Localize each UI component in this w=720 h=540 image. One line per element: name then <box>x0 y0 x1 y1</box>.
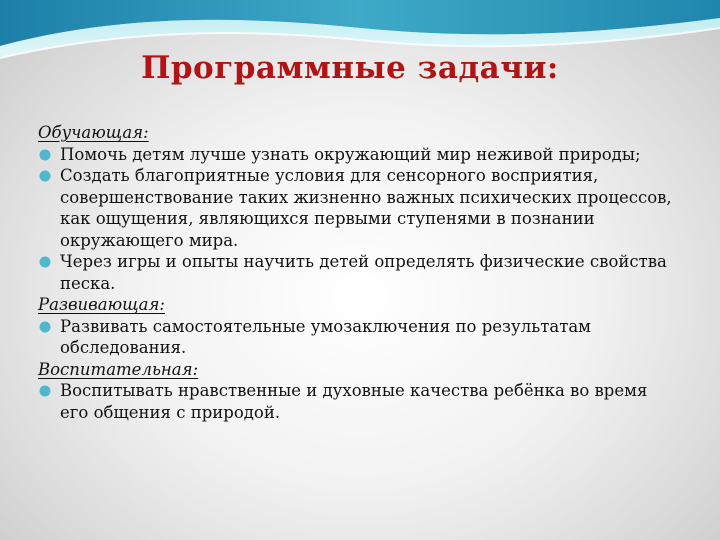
section-list-developing <box>38 316 678 359</box>
circle-bullet-icon <box>39 385 51 397</box>
list-item-text: Создать благоприятные условия для сенсорного восприятия, совершенствование таких жизненно важных психических процессов, как ощущения, являющихся первыми ступенями в познании окружающего мира. <box>60 166 672 250</box>
list-item <box>38 380 678 423</box>
slide-body <box>38 122 678 423</box>
list-item-text: Помочь детям лучше узнать окружающий мир неживой природы; <box>60 144 641 164</box>
list-item <box>38 165 678 251</box>
list-item-text: Через игры и опыты научить детей определять физические свойства песка. <box>60 252 667 293</box>
list-item-text: Развивать самостоятельные умозаключения по результатам обследования. <box>60 316 591 357</box>
section-list-educational <box>38 380 678 423</box>
circle-bullet-icon <box>39 256 51 268</box>
slide-title: Программные задачи: <box>141 50 559 86</box>
section-heading-educational: Воспитательная: <box>38 359 199 379</box>
list-item-text: Воспитывать нравственные и духовные качества ребёнка во время его общения с природой. <box>60 381 648 422</box>
section-list-teaching <box>38 144 678 295</box>
circle-bullet-icon <box>39 321 51 333</box>
section-heading-teaching: Обучающая: <box>38 123 149 142</box>
section-heading-developing: Развивающая: <box>38 295 165 314</box>
circle-bullet-icon <box>39 149 51 161</box>
list-item <box>38 144 678 166</box>
list-item <box>38 316 678 359</box>
circle-bullet-icon <box>39 170 51 182</box>
list-item <box>38 251 678 294</box>
